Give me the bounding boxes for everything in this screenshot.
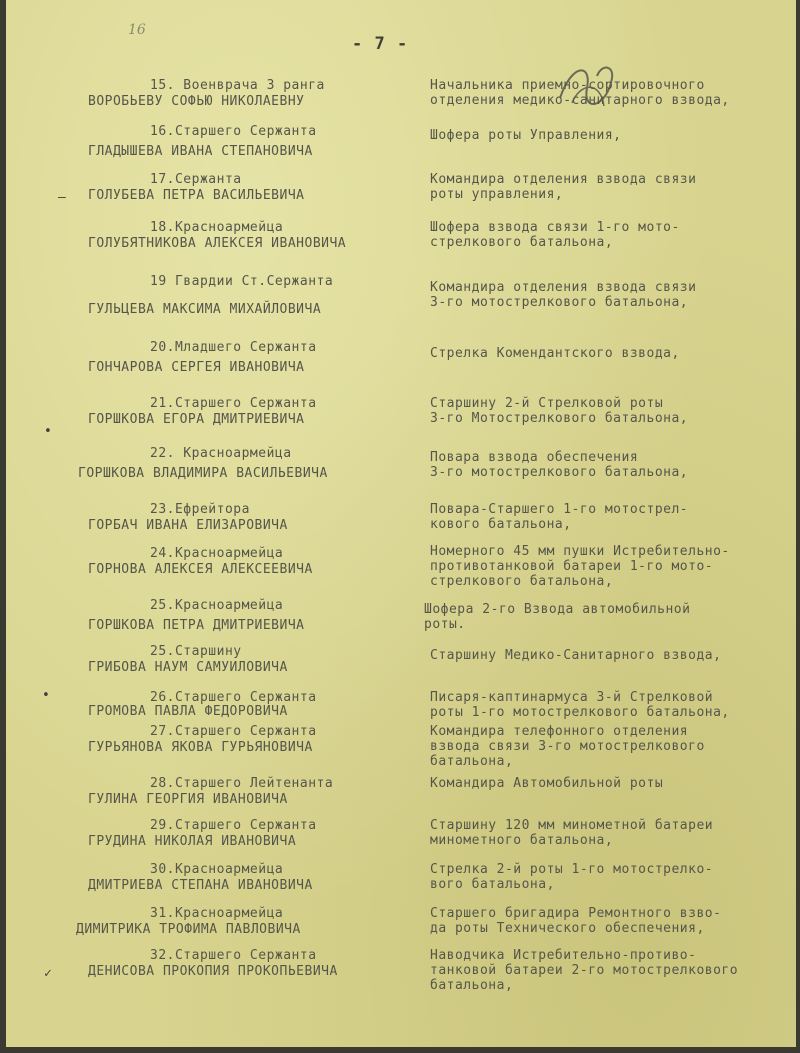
entry-name: ГРОМОВА ПАВЛА ФЕДОРОВИЧА (88, 704, 288, 719)
pencil-annotation: 16 (128, 22, 146, 38)
entry-rank: 18.Красноармейца (150, 220, 284, 235)
entry-rank: 32.Старшего Сержанта (150, 948, 317, 963)
entry-position: Шофера 2-го Взвода автомобильной роты. (424, 602, 691, 632)
entry-name: ВОРОБЬЕВУ СОФЬЮ НИКОЛАЕВНУ (88, 94, 305, 109)
scan-edge-right (796, 0, 800, 1053)
entry-name: ДЕНИСОВА ПРОКОПИЯ ПРОКОПЬЕВИЧА (88, 964, 338, 979)
entry-position: Командира телефонного отделения взвода связи 3-го мотострелкового батальона, (430, 724, 705, 769)
entry-rank: 23.Ефрейтора (150, 502, 250, 517)
entry-position: Наводчика Истребительно-противо- танковой батареи 2-го мотострелкового батальона, (430, 948, 739, 993)
entry-name: ГУЛЬЦЕВА МАКСИМА МИХАЙЛОВИЧА (88, 302, 322, 317)
entry-position: Номерного 45 мм пушки Истребительно- противотанковой батареи 1-го мото- стрелкового батальона, (430, 544, 730, 589)
entry-rank: 19 Гвардии Ст.Сержанта (150, 274, 334, 289)
entry-position: Стрелка 2-й роты 1-го мотострелко- вого батальона, (430, 862, 714, 892)
entry-position: Старшину Медико-Санитарного взвода, (430, 648, 722, 663)
entry-rank: 30.Красноармейца (150, 862, 284, 877)
entry-rank: 21.Старшего Сержанта (150, 396, 317, 411)
entry-position: Шофера взвода связи 1-го мото- стрелкового батальона, (430, 220, 680, 250)
entry-position: Начальника приемно-сортировочного отделения медико-санитарного взвода, (430, 78, 730, 108)
entry-name: ГРУДИНА НИКОЛАЯ ИВАНОВИЧА (88, 834, 297, 849)
entry-name: ГУРЬЯНОВА ЯКОВА ГУРЬЯНОВИЧА (88, 740, 313, 755)
entry-rank: 28.Старшего Лейтенанта (150, 776, 334, 791)
entry-position: Шофера роты Управления, (430, 128, 622, 143)
entry-name: ГРИБОВА НАУМ САМУИЛОВИЧА (88, 660, 288, 675)
entry-name: ДМИТРИЕВА СТЕПАНА ИВАНОВИЧА (88, 878, 313, 893)
entry-name: ГЛАДЫШЕВА ИВАНА СТЕПАНОВИЧА (88, 144, 313, 159)
entry-name: ГОЛУБЕВА ПЕТРА ВАСИЛЬЕВИЧА (88, 188, 305, 203)
entry-position: Командира отделения взвода связи 3-го мотострелкового батальона, (430, 280, 697, 310)
entry-position: Повара-Старшего 1-го мотострел- кового батальона, (430, 502, 689, 532)
entry-rank: 29.Старшего Сержанта (150, 818, 317, 833)
entry-rank: 15. Военврача 3 ранга (150, 78, 325, 93)
entry-rank: 27.Старшего Сержанта (150, 724, 317, 739)
entry-position: Командира Автомобильной роты (430, 776, 664, 791)
entry-name: ГОРНОВА АЛЕКСЕЯ АЛЕКСЕЕВИЧА (88, 562, 313, 577)
margin-tick: • (42, 688, 50, 703)
scan-edge-bottom (0, 1047, 800, 1053)
entry-position: Стрелка Комендантского взвода, (430, 346, 680, 361)
entry-rank: 22. Красноармейца (150, 446, 292, 461)
entry-name: ГОРШКОВА ЕГОРА ДМИТРИЕВИЧА (88, 412, 305, 427)
entry-position: Старшину 2-й Стрелковой роты 3-го Мотострелкового батальона, (430, 396, 689, 426)
entry-position: Старшего бригадира Ремонтного взво- да роты Технического обеспечения, (430, 906, 722, 936)
entry-rank: 25.Старшину (150, 644, 242, 659)
entry-rank: 24.Красноармейца (150, 546, 284, 561)
entry-position: Старшину 120 мм минометной батареи минометного батальона, (430, 818, 714, 848)
entry-rank: 31.Красноармейца (150, 906, 284, 921)
entry-name: ГОРШКОВА ВЛАДИМИРА ВАСИЛЬЕВИЧА (78, 466, 328, 481)
margin-tick: • (44, 424, 52, 439)
entry-rank: 16.Старшего Сержанта (150, 124, 317, 139)
margin-tick: ✓ (44, 966, 52, 981)
page-number: - 7 - (352, 34, 409, 54)
entry-name: ГОЛУБЯТНИКОВА АЛЕКСЕЯ ИВАНОВИЧА (88, 236, 347, 251)
margin-tick: — (58, 190, 66, 205)
entry-name: ГОНЧАРОВА СЕРГЕЯ ИВАНОВИЧА (88, 360, 305, 375)
entry-name: ДИМИТРИКА ТРОФИМА ПАВЛОВИЧА (76, 922, 301, 937)
entry-rank: 25.Красноармейца (150, 598, 284, 613)
entry-name: ГОРШКОВА ПЕТРА ДМИТРИЕВИЧА (88, 618, 305, 633)
entry-name: ГУЛИНА ГЕОРГИЯ ИВАНОВИЧА (88, 792, 288, 807)
entry-name: ГОРБАЧ ИВАНА ЕЛИЗАРОВИЧА (88, 518, 288, 533)
entry-position: Повара взвода обеспечения 3-го мотострелкового батальона, (430, 450, 689, 480)
entry-rank: 17.Сержанта (150, 172, 242, 187)
scan-edge-left (0, 0, 6, 1053)
entry-position: Командира отделения взвода связи роты управления, (430, 172, 697, 202)
entry-rank: 26.Старшего Сержанта (150, 690, 317, 705)
entry-rank: 20.Младшего Сержанта (150, 340, 317, 355)
entry-position: Писаря-каптинармуса 3-й Стрелковой роты 1-го мотострелкового батальона, (430, 690, 730, 720)
